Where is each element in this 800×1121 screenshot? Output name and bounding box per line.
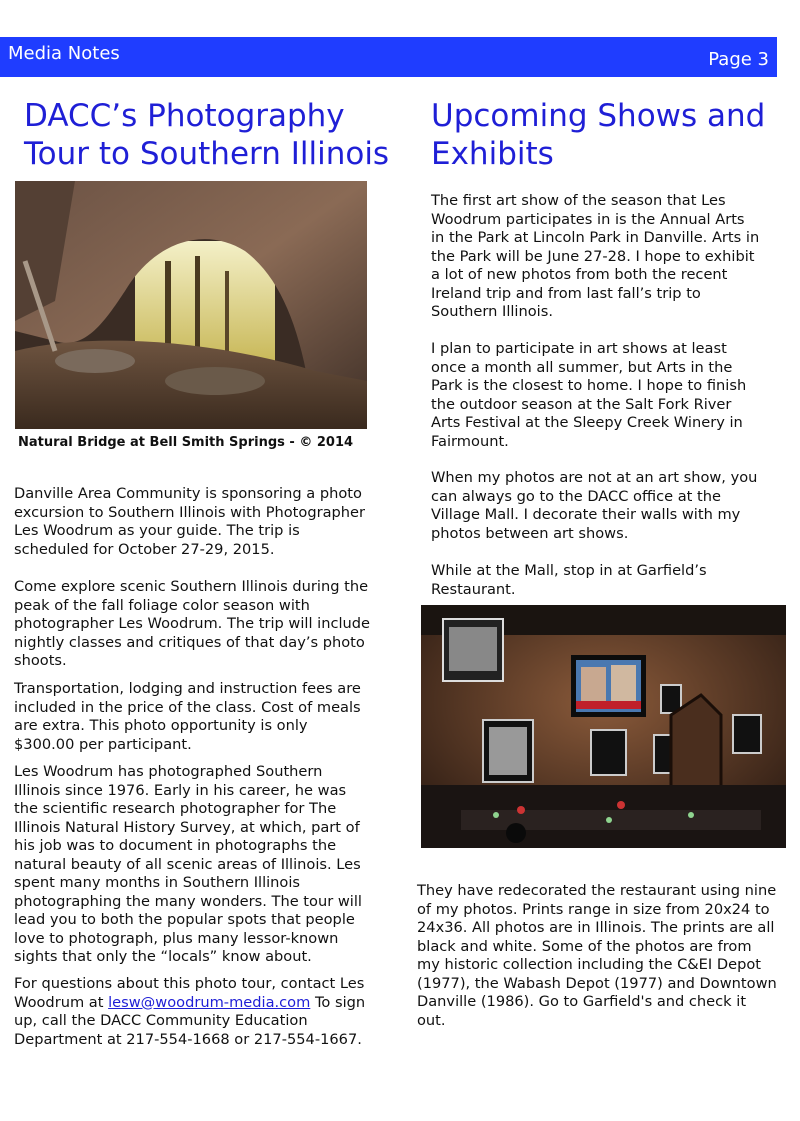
left-title-line2: Tour to Southern Illinois <box>24 136 390 172</box>
left-paragraph-1: Danville Area Community is sponsoring a photo excursion to Southern Illinois with Photographer Les Woodrum as your guide. The trip is scheduled for October 27-29, 2015. <box>14 485 366 558</box>
email-link[interactable]: lesw@woodrum-media.com <box>108 993 311 1011</box>
left-article-title <box>24 97 389 173</box>
restaurant-photo <box>421 605 786 848</box>
left-paragraph-5 <box>14 975 372 1049</box>
right-title-line1: Upcoming Shows and <box>431 98 766 134</box>
right-title-line2: Exhibits <box>431 136 554 172</box>
natural-bridge-photo <box>15 181 367 429</box>
signup-text: To sign up, call the DACC Community Education Department at 217-554-1668 or 217-554-1667. <box>14 993 366 1048</box>
page-header <box>0 37 777 77</box>
left-title-line1: DACC’s Photography <box>24 98 345 134</box>
right-paragraph-5: They have redecorated the restaurant using nine of my photos. Prints range in size from 20x24 to 24x36. All photos are in Illinois. The prints are all black and white. Some of the photos are from my historic collection including the C&EI Depot (1977), the Wabash Depot (1977) and Downtown Danville (1986). Go to Garfield's and check it out. <box>417 882 777 1029</box>
left-paragraph-2: Come explore scenic Southern Illinois during the peak of the fall foliage color season with photographer Les Woodrum. The trip will include nightly classes and critiques of that day’s photo shoots. <box>14 578 371 669</box>
left-paragraph-3: Transportation, lodging and instruction fees are included in the price of the class. Cost of meals are extra. This photo opportunity is only $300.00 per participant. <box>14 680 361 753</box>
right-paragraph-4: While at the Mall, stop in at Garfield’s Restaurant. <box>431 562 707 598</box>
right-paragraph-1: The first art show of the season that Les Woodrum participates in is the Annual Arts in the Park at Lincoln Park in Danville. Arts in the Park will be June 27-28. I hope to exhibit a lot of new photos from both the recent Ireland trip and from last fall’s trip to Southern Illinois. <box>431 192 760 320</box>
page-number: Page 3 <box>708 49 769 70</box>
right-article-title <box>431 97 765 173</box>
right-paragraph-3: When my photos are not at an art show, you can always go to the DACC office at the Village Mall. I decorate their walls with my photos between art shows. <box>431 469 758 542</box>
left-paragraph-4: Les Woodrum has photographed Southern Illinois since 1976. Early in his career, he was the scientific research photographer for The Illinois Natural History Survey, at which, part of his job was to document in photographs the natural beauty of all scenic areas of Illinois. Les spent many months in Southern Illinois photographing the many wonders. The tour will lead you to both the popular spots that people love to photograph, plus many lessor-known sights that only the “locals” know about. <box>14 763 362 965</box>
right-paragraph-2: I plan to participate in art shows at least once a month all summer, but Arts in the Park is the closest to home. I hope to finish the outdoor season at the Salt Fork River Arts Festival at the Sleepy Creek Winery in Fairmount. <box>431 340 747 450</box>
header-title: Media Notes <box>8 43 120 64</box>
photo-caption: Natural Bridge at Bell Smith Springs - © 2014 <box>18 435 354 450</box>
contact-text: For questions about this photo tour, contact Les Woodrum at <box>14 975 365 1011</box>
